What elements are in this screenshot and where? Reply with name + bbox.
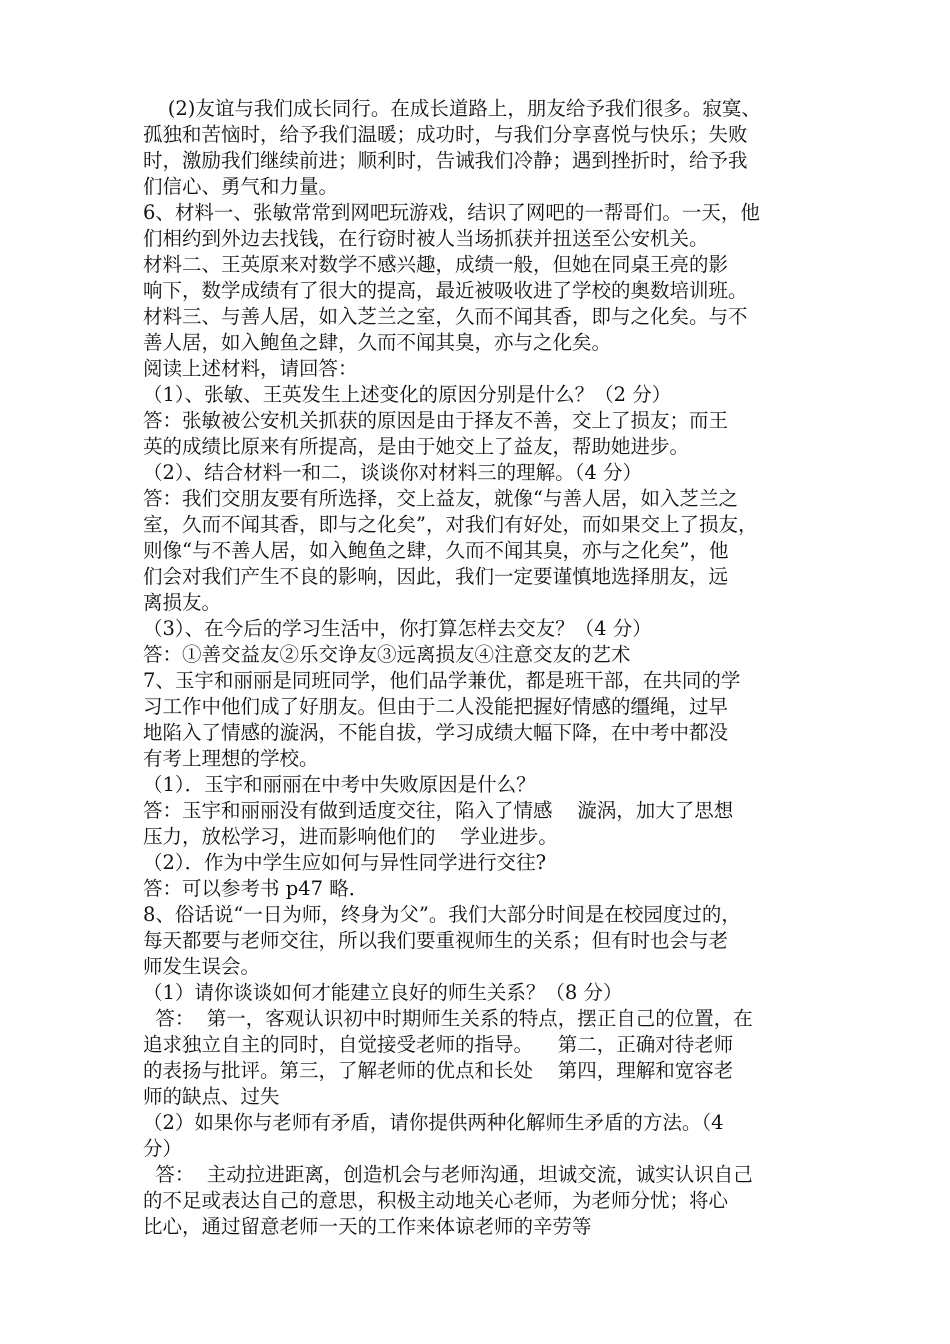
text-line: 师发生误会。 — [143, 955, 261, 978]
document-page — [143, 96, 823, 1240]
answer-line: 答：①善交益友②乐交诤友③远离损友④注意交友的艺术 — [143, 643, 631, 666]
sub-question-line: （2）、结合材料一和二，谈谈你对材料三的理解。（4 分） — [143, 461, 643, 484]
text-line: 时，激励我们继续前进；顺利时，告诫我们冷静；遇到挫折时，给予我 — [143, 149, 748, 172]
answer-line: 答：可以参考书 p47 略． — [143, 877, 369, 900]
sub-question-line: （2）．作为中学生应如何与异性同学进行交往? — [143, 851, 547, 874]
sub-question-line: （1）、张敏、王英发生上述变化的原因分别是什么？（2 分） — [143, 383, 672, 406]
text-line: 有考上理想的学校。 — [143, 747, 319, 770]
text-line: (2)友谊与我们成长同行。在成长道路上，朋友给予我们很多。寂寞、 — [143, 97, 761, 120]
answer-line: 追求独立自主的同时，自觉接受老师的指导。 第二，正确对待老师 — [143, 1033, 734, 1056]
answer-line: 答：张敏被公安机关抓获的原因是由于择友不善，交上了损友；而王 — [143, 409, 729, 432]
sub-question-line: （1）请你谈谈如何才能建立良好的师生关系？（8 分） — [143, 981, 623, 1004]
text-line: 材料三、与善人居，如入芝兰之室，久而不闻其香，即与之化矣。与不 — [143, 305, 748, 328]
answer-line: 的不足或表达自己的意思，积极主动地关心老师，为老师分忧；将心 — [143, 1189, 729, 1212]
answer-line: 英的成绩比原来有所提高，是由于她交上了益友，帮助她进步。 — [143, 435, 690, 458]
text-line: 每天都要与老师交往，所以我们要重视师生的关系；但有时也会与老 — [143, 929, 729, 952]
answer-line: 离损友。 — [143, 591, 222, 614]
text-line: 习工作中他们成了好朋友。但由于二人没能把握好情感的缰绳，过早 — [143, 695, 729, 718]
text-line: 善人居，如入鲍鱼之肆，久而不闻其臭，亦与之化矣。 — [143, 331, 612, 354]
question-8-line: 8、俗话说“一日为师，终身为父”。我们大部分时间是在校园度过的， — [143, 903, 741, 926]
text-line: 材料二、王英原来对数学不感兴趣，成绩一般，但她在同桌王亮的影 — [143, 253, 729, 276]
answer-line: 答：我们交朋友要有所选择，交上益友，就像“与善人居，如入芝兰之 — [143, 487, 738, 510]
answer-line: 师的缺点、过失 — [143, 1085, 280, 1108]
sub-question-line: （1）．玉宇和丽丽在中考中失败原因是什么？ — [143, 773, 536, 796]
text-line: 们相约到外边去找钱，在行窃时被人当场抓获并扭送至公安机关。 — [143, 227, 709, 250]
text-line: 孤独和苦恼时，给予我们温暖；成功时，与我们分享喜悦与快乐；失败 — [143, 123, 748, 146]
text-line: 阅读上述材料，请回答： — [143, 357, 358, 380]
text-line: 响下，数学成绩有了很大的提高，最近被吸收进了学校的奥数培训班。 — [143, 279, 748, 302]
answer-line: 答：玉宇和丽丽没有做到适度交往，陷入了情感 漩涡，加大了思想 — [143, 799, 734, 822]
text-line: 们信心、勇气和力量。 — [143, 175, 339, 198]
text-line: 地陷入了情感的漩涡，不能自拔，学习成绩大幅下降，在中考中都没 — [143, 721, 729, 744]
answer-line: 压力，放松学习，进而影响他们的 学业进步。 — [143, 825, 558, 848]
answer-line: 答： 主动拉进距离，创造机会与老师沟通，坦诚交流，诚实认识自己 — [143, 1163, 753, 1186]
question-6-line: 6、材料一、张敏常常到网吧玩游戏，结识了网吧的一帮哥们。一天，他 — [143, 201, 760, 224]
answer-line: 室，久而不闻其香，即与之化矣”，对我们有好处，而如果交上了损友， — [143, 513, 758, 536]
answer-line: 答： 第一，客观认识初中时期师生关系的特点，摆正自己的位置，在 — [143, 1007, 753, 1030]
sub-question-line: （2）如果你与老师有矛盾，请你提供两种化解师生矛盾的方法。（4 — [143, 1111, 724, 1134]
question-7-line: 7、玉宇和丽丽是同班同学，他们品学兼优，都是班干部，在共同的学 — [143, 669, 741, 692]
answer-line: 比心，通过留意老师一天的工作来体谅老师的辛劳等 — [143, 1215, 592, 1238]
answer-line: 们会对我们产生不良的影响，因此，我们一定要谨慎地选择朋友，远 — [143, 565, 729, 588]
answer-line: 的表扬与批评。第三，了解老师的优点和长处 第四，理解和宽容老 — [143, 1059, 734, 1082]
sub-question-line: （3）、在今后的学习生活中，你打算怎样去交友？（4 分） — [143, 617, 652, 640]
answer-line: 则像“与不善人居，如入鲍鱼之肆，久而不闻其臭，亦与之化矣”，他 — [143, 539, 729, 562]
sub-question-line: 分） — [143, 1137, 183, 1160]
